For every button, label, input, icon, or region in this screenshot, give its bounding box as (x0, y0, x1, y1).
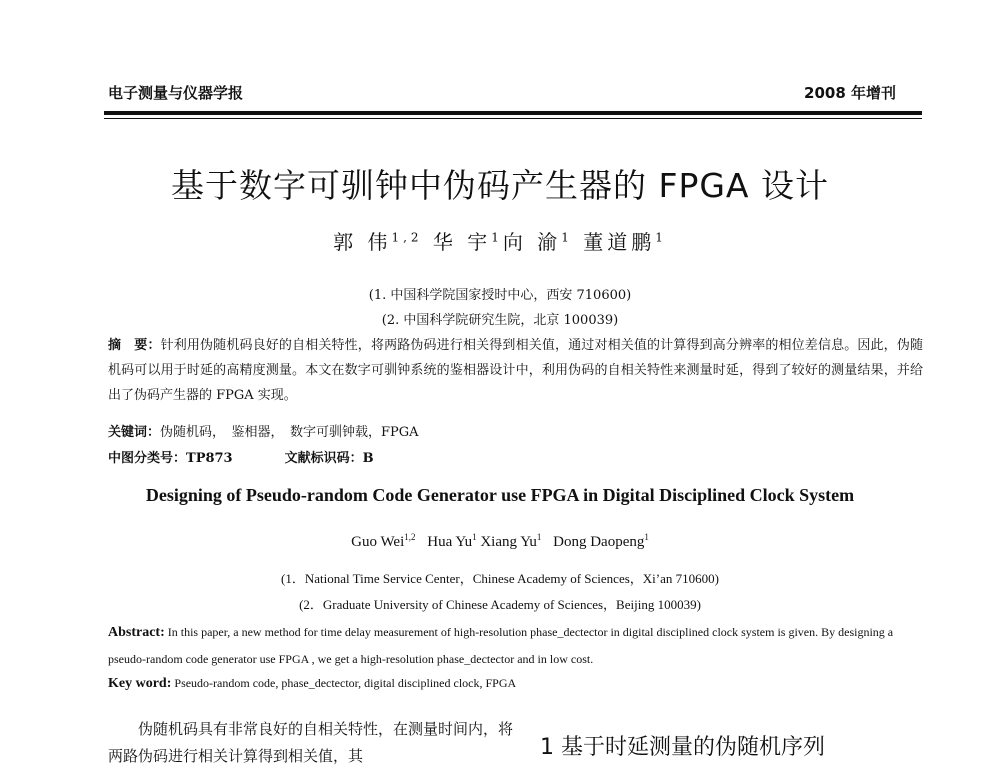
keywords-en-text: Pseudo-random code, phase_dectector, digital disciplined clock, FPGA (174, 676, 517, 690)
abstract-cn-label: 摘 要： (108, 338, 161, 353)
abstract-chinese (108, 333, 923, 408)
issue-year: 2008 年增刊 (804, 84, 896, 102)
author-affiliation-mark: 1 (472, 532, 477, 542)
classification-line (108, 447, 374, 466)
clc-label: 中图分类号： (108, 451, 187, 466)
clc-value: TP873 (186, 451, 233, 466)
author-name: 郭 伟 (333, 230, 392, 254)
author-name: 向 渝 (502, 230, 562, 254)
affiliation-cn-2: (2. 中国科学院研究生院，北京 100039) (381, 313, 619, 328)
authors-english (0, 532, 1000, 551)
doc-code-label: 文献标识码： (284, 451, 363, 466)
author-affiliation-mark: 1 (536, 532, 542, 542)
author-affiliation-mark: 1 (561, 230, 573, 245)
affiliation-cn-1: (1. 中国科学院国家授时中心，西安 710600) (368, 288, 632, 303)
author-affiliation-mark: 1 (644, 532, 649, 542)
author-name: 董道鹏 (583, 230, 656, 254)
section-heading: 1 基于时延测量的伪随机序列 (540, 735, 825, 760)
header-rule-thick (104, 111, 922, 115)
author-affiliation-mark: 1 (655, 230, 667, 245)
abstract-en-label: Abstract: (108, 625, 165, 640)
header-rule-thin (104, 118, 922, 119)
author-affiliation-mark: 1 (491, 230, 503, 245)
affiliation-en-2: (2．Graduate University of Chinese Academy of Sciences，Beijing 100039) (299, 597, 701, 612)
title-chinese: 基于数字可驯钟中伪码产生器的 FPGA 设计 (170, 166, 829, 205)
doc-code-value: B (362, 451, 374, 466)
author-name: 华 宇 (432, 230, 492, 254)
authors-chinese (0, 226, 1000, 255)
keywords-english (108, 676, 516, 692)
keywords-en-label: Key word: (108, 676, 172, 691)
author-name: Hua Yu (427, 534, 473, 550)
author-name: Xiang Yu (480, 534, 537, 550)
body-paragraph: 伪随机码具有非常良好的自相关特性，在测量时间内，将两路伪码进行相关计算得到相关值，其 (108, 720, 514, 765)
journal-name: 电子测量与仪器学报 (108, 84, 244, 102)
author-affiliation-mark: 1,2 (404, 532, 416, 542)
author-name: Guo Wei (351, 534, 405, 550)
author-name: Dong Daopeng (553, 534, 645, 550)
keywords-cn-text: 伪随机码， 鉴相器， 数字可驯钟载，FPGA (160, 425, 419, 440)
author-affiliation-mark: 1,2 (391, 230, 423, 245)
affiliation-en-1: (1．National Time Service Center，Chinese Academy of Sciences，Xi’an 710600) (281, 571, 719, 586)
title-english: Designing of Pseudo-random Code Generator use FPGA in Digital Disciplined Clock System (145, 485, 855, 505)
abstract-cn-text: 针利用伪随机码良好的自相关特性，将两路伪码进行相关得到相关值，通过对相关值的计算得到高分辨率的相位差信息。因此，伪随机码可以用于时延的高精度测量。本文在数字可驯钟系统的鉴相器设计中，利用伪码的自相关特性来测量时延，得到了较好的测量结果，并给出了伪码产生器的 FPGA 实现。 (108, 338, 923, 403)
keywords-chinese (108, 421, 419, 440)
abstract-english (108, 619, 923, 673)
abstract-en-text: In this paper, a new method for time delay measurement of high-resolution phase_dectector in digital disciplined clock system is given. By designing a pseudo-random code generator use FPGA , we get a high-resolution phase_dectector and in low cost. (108, 625, 894, 666)
keywords-cn-label: 关键词： (108, 425, 161, 440)
